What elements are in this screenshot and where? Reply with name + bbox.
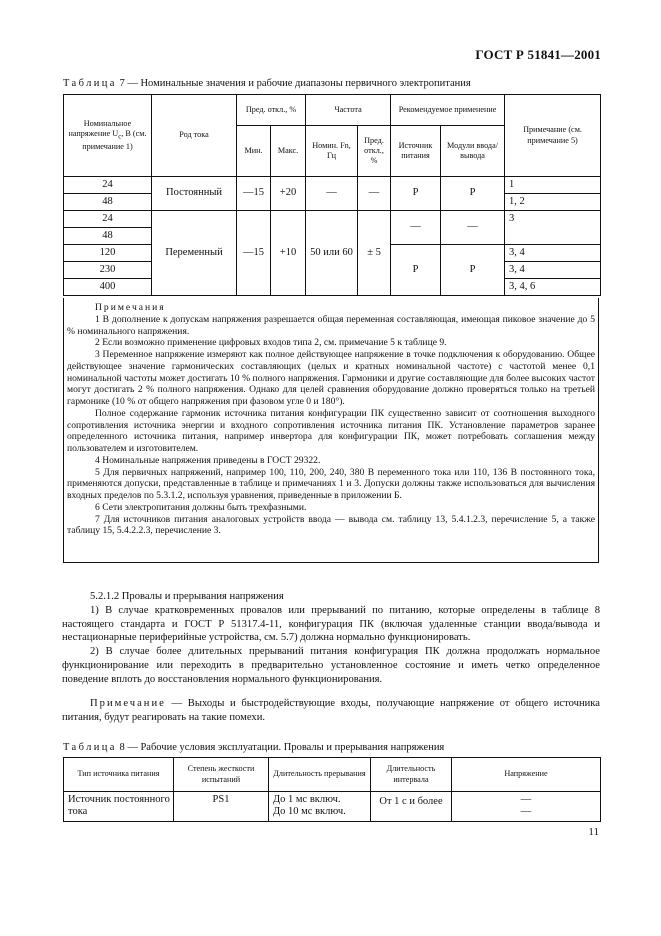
table-cell: 230 (64, 262, 152, 279)
col-header-max: Макс. (271, 126, 306, 177)
document-id: ГОСТ Р 51841—2001 (475, 47, 601, 62)
col-header-deviation: Пред. откл., % (237, 95, 306, 126)
table7-caption-word: Таблица (63, 78, 117, 89)
table-cell: +10 (271, 211, 306, 296)
note-text: — Выходы и быстродействующие входы, получающие напряжение от общего источника питания, будут реагировать на такие помехи. (62, 698, 600, 723)
table-cell: — (441, 211, 505, 245)
table-cell: Р (391, 177, 441, 211)
table-cell: 24 (64, 177, 152, 194)
col-header-interval: Длительность интервала (371, 758, 452, 792)
table-cell: Переменный (152, 211, 237, 296)
section-heading: 5.2.1.2 Провалы и прерывания напряжения (90, 591, 284, 602)
table-cell: 3, 4, 6 (505, 279, 601, 296)
col-header-io-modules: Модули ввода/вывода (441, 126, 505, 177)
table-cell: Источник постоянного тока (64, 792, 174, 822)
table-cell: От 1 с и более (371, 792, 452, 822)
table-cell: — (358, 177, 391, 211)
notes-heading: Примечания (95, 302, 166, 313)
table-cell: 400 (64, 279, 152, 296)
table-cell: 48 (64, 194, 152, 211)
col-header-supply-type: Тип источника питания (64, 758, 174, 792)
table-cell: Р (441, 177, 505, 211)
section-note (62, 697, 600, 725)
table-cell: 3, 4 (505, 262, 601, 279)
table7-notes (63, 298, 599, 563)
table8-caption (63, 742, 444, 753)
table7 (63, 94, 601, 296)
table-cell: ± 5 (358, 211, 391, 296)
table-cell: —15 (237, 211, 271, 296)
table-cell: —15 (237, 177, 271, 211)
table-cell: 50 или 60 (306, 211, 358, 296)
table8-caption-text: 8 — Рабочие условия эксплуатации. Провалы и прерывания напряжения (116, 742, 445, 753)
col-header-freq-deviation: Пред. откл., % (358, 126, 391, 177)
col-header-freq-nominal: Номин. Fn, Гц (306, 126, 358, 177)
section-5-2-1-2 (62, 590, 600, 687)
voltage-line: — (520, 794, 532, 805)
col-header-voltage: Номинальное напряжение $U_c$, В (см. примечание 1) (64, 95, 152, 177)
table7-caption (63, 78, 471, 89)
table8 (63, 757, 601, 822)
voltage-line: — (520, 806, 532, 817)
col-header-min: Мин. (237, 126, 271, 177)
section-paragraph: 2) В случае более длительных прерываний питания конфигурация ПК должна продолжать нормальное функционирование или переходить в предварительно установленное состояние и иметь четко определенное поведение вплоть до восстановления нормального функционирования. (62, 646, 600, 685)
note-item: 3 Переменное напряжение измеряют как полное действующее напряжение в точке подключения к оборудованию. Общее действующее значение гармонических составляющих (целых и кратных номинальной частоте) с частотой менее 0,1 номинальной частоты может достигать 10 % полного напряжения. Гармоники и другие составляющие для более высоких частот могут достигать 2 % полного напряжения. Однако для целей сравнения оборудование должно проверяться только на третьей гармонике (10 % от общего напряжения при фазовом угле 0 и 180°). (67, 349, 595, 407)
col-header-recommended: Рекомендуемое применение (391, 95, 505, 126)
table-cell: 1 (505, 177, 601, 194)
table-cell (452, 792, 601, 822)
col-header-voltage: Напряжение (452, 758, 601, 792)
table-cell (269, 792, 371, 822)
note-item: 4 Номинальные напряжения приведены в ГОСТ 29322. (95, 454, 321, 466)
table8-caption-word: Таблица (63, 742, 117, 753)
duration-line: До 1 мс включ. (273, 794, 341, 805)
table-cell: Постоянный (152, 177, 237, 211)
table-cell: 48 (64, 228, 152, 245)
table-cell: 1, 2 (505, 194, 601, 211)
table-cell: Р (391, 245, 441, 296)
table-cell: 120 (64, 245, 152, 262)
table7-caption-text: 7 — Номинальные значения и рабочие диапазоны первичного электропитания (116, 78, 471, 89)
table-cell: PS1 (174, 792, 269, 822)
page-number: 11 (588, 826, 599, 838)
note-item: 5 Для первичных напряжений, например 100, 110, 200, 240, 380 В переменного тока или 110, 136 В постоянного тока, применяются допуски, представленные в таблице и примечаниях 1 и 3. Допуски должны также использоваться для вычисления входных пределов по 5.3.1.2, используя уравнения, приведенные в приложении Б. (67, 466, 595, 501)
note-item: Полное содержание гармоник источника питания конфигурации ПК существенно зависит от соотношения выходного сопротивления источника энергии и входного сопротивления источника питания ПК. Установление параметров заранее определенного источника питания, например инвертора для конфигурации ПК, может потребовать соглашения между пользователем и изготовителем. (67, 407, 595, 454)
col-header-duration: Длительность прерывания (269, 758, 371, 792)
note-item: 6 Сети электропитания должны быть трехфазными. (95, 501, 307, 513)
col-header-severity: Степень жесткости испытаний (174, 758, 269, 792)
col-header-power-source: Источник питания (391, 126, 441, 177)
section-paragraph: 1) В случае кратковременных провалов или прерываний по питанию, которые определены в таблице 8 настоящего стандарта и ГОСТ Р 51317.4-11, конфигурация ПК (включая удаленные станции ввода/вывода и нестационарные периферийные устройства, см. 5.7) должна нормально функционировать. (62, 604, 600, 644)
table-cell: 3 (505, 211, 601, 245)
note-item: 7 Для источников питания аналоговых устройств ввода — вывода см. таблицу 13, 5.4.1.2.3, перечисление 5, а также таблицу 15, 5.4.2.2.3, перечисление 3. (67, 513, 595, 537)
table-cell: 3, 4 (505, 245, 601, 262)
table-cell: — (306, 177, 358, 211)
note-item: 2 Если возможно применение цифровых входов типа 2, см. примечание 5 к таблице 9. (95, 337, 447, 349)
note-word: Примечание (90, 698, 166, 709)
table-cell: +20 (271, 177, 306, 211)
col-header-current: Род тока (152, 95, 237, 177)
note-item: 1 В дополнение к допускам напряжения разрешается общая переменная составляющая, имеющая пиковое значение до 5 % номинального напряжения. (67, 313, 595, 337)
col-header-frequency: Частота (306, 95, 391, 126)
col-header-note: Примечание (см. примечание 5) (505, 95, 601, 177)
table-cell: Р (441, 245, 505, 296)
table-cell: — (391, 211, 441, 245)
duration-line: До 10 мс включ. (273, 806, 346, 817)
table-cell: 24 (64, 211, 152, 228)
